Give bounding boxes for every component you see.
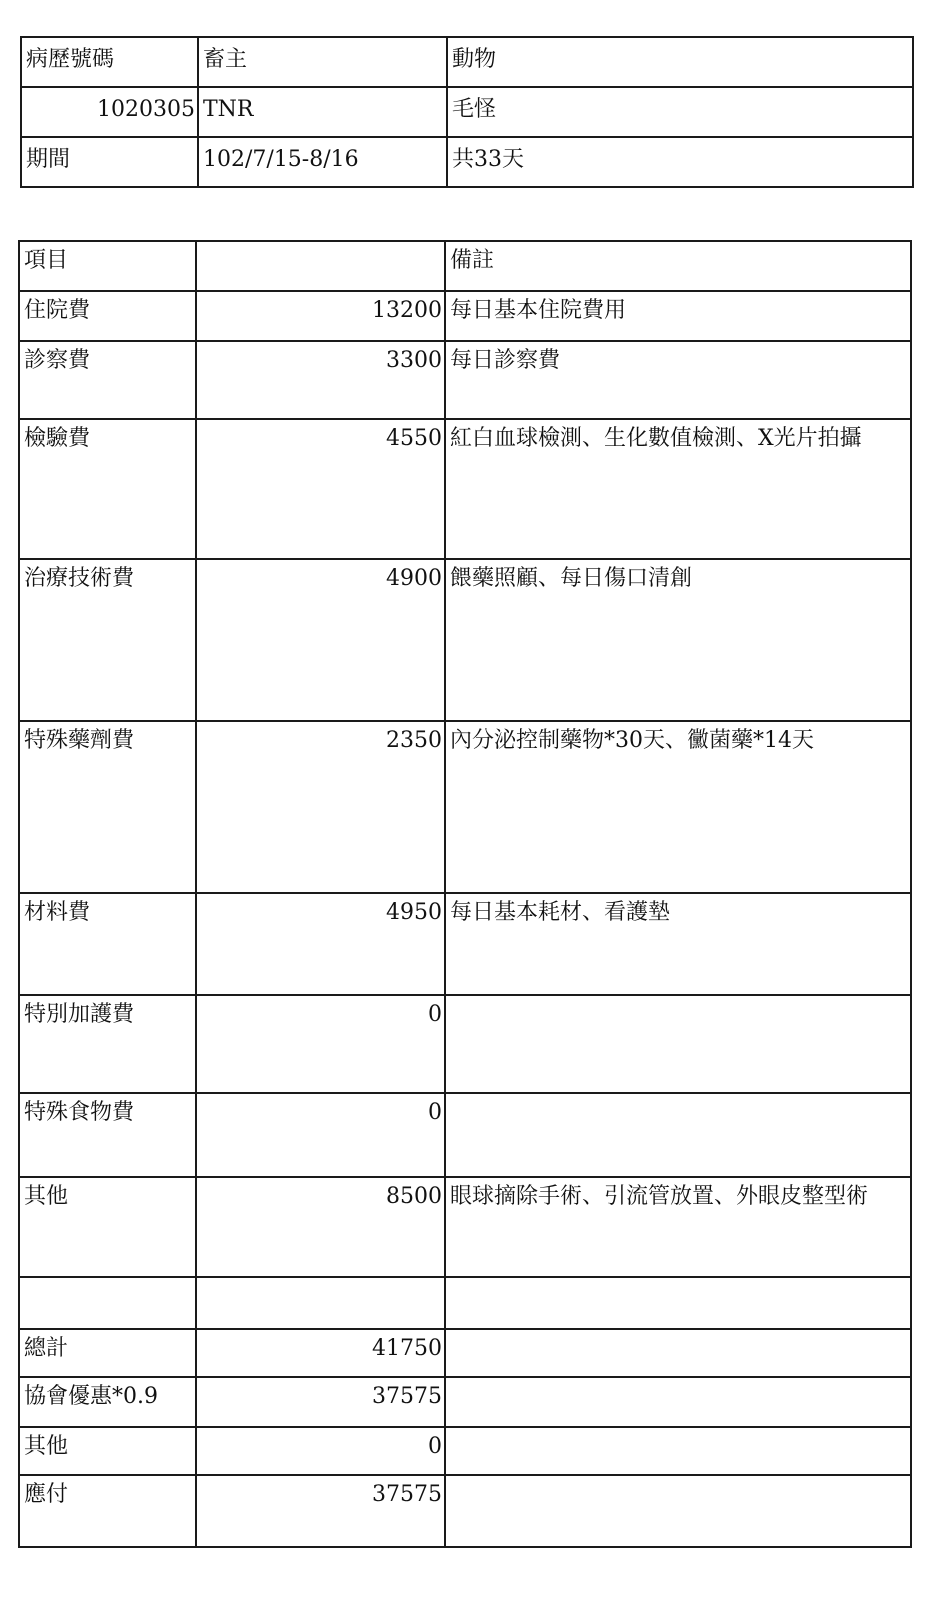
record-no-value: 1020305: [21, 87, 198, 137]
amount-cell: 4900: [196, 559, 445, 721]
summary-amount: 37575: [196, 1377, 445, 1427]
summary-row-other: [19, 1427, 911, 1475]
item-cell: 材料費: [19, 893, 196, 995]
summary-row-payable: [19, 1475, 911, 1547]
period-value: 102/7/15-8/16: [198, 137, 447, 187]
note-cell: 餵藥照顧、每日傷口清創: [445, 559, 911, 721]
item-header: 項目: [19, 241, 196, 291]
record-no-label: 病歷號碼: [21, 37, 198, 87]
item-cell: 特別加護費: [19, 995, 196, 1093]
note-header: 備註: [445, 241, 911, 291]
note-cell: 紅白血球檢測、生化數值檢測、X光片拍攝: [445, 419, 911, 559]
table-row: [19, 419, 911, 559]
amount-cell: 4550: [196, 419, 445, 559]
amount-cell: 3300: [196, 341, 445, 419]
owner-value: TNR: [198, 87, 447, 137]
item-cell: 特殊食物費: [19, 1093, 196, 1177]
item-cell: 治療技術費: [19, 559, 196, 721]
table-row: [19, 721, 911, 893]
days-value: 共33天: [447, 137, 913, 187]
item-cell: 其他: [19, 1177, 196, 1277]
amount-cell: 0: [196, 995, 445, 1093]
note-cell: 每日基本住院費用: [445, 291, 911, 341]
note-cell: 每日基本耗材、看護墊: [445, 893, 911, 995]
fee-table: [18, 240, 912, 1548]
summary-label: 其他: [19, 1427, 196, 1475]
summary-amount: 37575: [196, 1475, 445, 1547]
summary-label: 協會優惠*0.9: [19, 1377, 196, 1427]
note-cell: [445, 995, 911, 1093]
item-cell: 住院費: [19, 291, 196, 341]
amount-header: [196, 241, 445, 291]
item-cell: 特殊藥劑費: [19, 721, 196, 893]
table-row: [19, 291, 911, 341]
amount-cell: 2350: [196, 721, 445, 893]
empty-row: [19, 1277, 911, 1329]
note-cell: 眼球摘除手術、引流管放置、外眼皮整型術: [445, 1177, 911, 1277]
table-header-row: [19, 241, 911, 291]
period-label: 期間: [21, 137, 198, 187]
animal-value: 毛怪: [447, 87, 913, 137]
patient-info-table: [20, 36, 914, 188]
summary-row-total: [19, 1329, 911, 1377]
summary-label: 應付: [19, 1475, 196, 1547]
table-row: [19, 1177, 911, 1277]
table-row: [19, 341, 911, 419]
animal-label: 動物: [447, 37, 913, 87]
amount-cell: 4950: [196, 893, 445, 995]
note-cell: 每日診察費: [445, 341, 911, 419]
table-row: [19, 995, 911, 1093]
note-cell: 內分泌控制藥物*30天、黴菌藥*14天: [445, 721, 911, 893]
amount-cell: 0: [196, 1093, 445, 1177]
summary-row-discount: [19, 1377, 911, 1427]
owner-label: 畜主: [198, 37, 447, 87]
summary-label: 總計: [19, 1329, 196, 1377]
item-cell: 檢驗費: [19, 419, 196, 559]
summary-amount: 41750: [196, 1329, 445, 1377]
table-row: [19, 559, 911, 721]
amount-cell: 13200: [196, 291, 445, 341]
table-row: [19, 893, 911, 995]
amount-cell: 8500: [196, 1177, 445, 1277]
note-cell: [445, 1093, 911, 1177]
summary-amount: 0: [196, 1427, 445, 1475]
table-row: [19, 1093, 911, 1177]
item-cell: 診察費: [19, 341, 196, 419]
